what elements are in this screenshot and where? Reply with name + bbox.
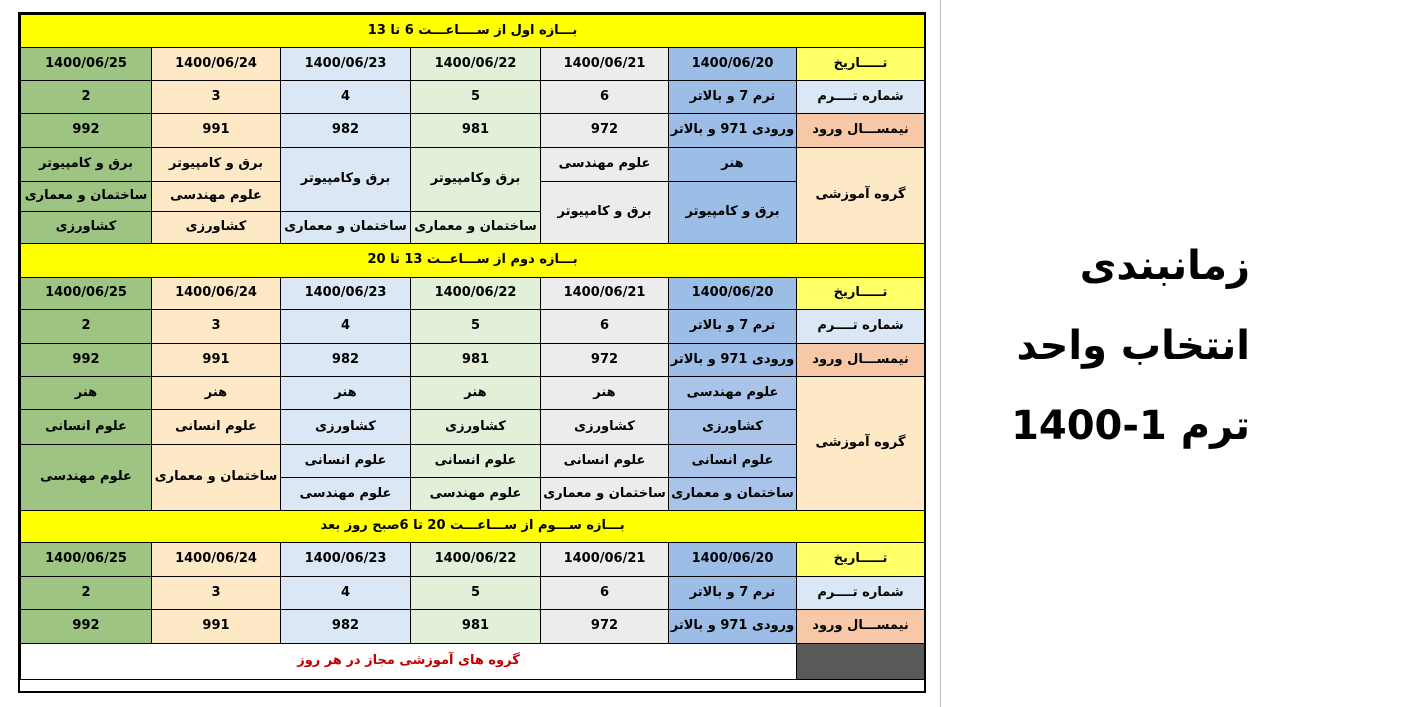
entry-cell: 982 <box>281 610 411 644</box>
date-header: تـــــاریخ <box>797 543 925 577</box>
group-cell: علوم انسانی <box>541 445 669 478</box>
term-cell: ترم 7 و بالاتر <box>669 310 797 344</box>
group-cell: برق وکامپیوتر <box>281 148 411 212</box>
term-cell: 4 <box>281 81 411 114</box>
group-cell: ساختمان و معماری <box>281 212 411 244</box>
entry-cell: 992 <box>21 344 152 377</box>
footer-note: گروه های آموزشی مجاز در هر روز <box>21 644 797 680</box>
term-cell: 6 <box>541 577 669 610</box>
group-cell: علوم انسانی <box>152 410 281 445</box>
date-cell: 1400/06/20 <box>669 543 797 577</box>
term-cell: 5 <box>411 310 541 344</box>
term-header: شماره تــــرم <box>797 577 925 610</box>
term-cell: 6 <box>541 310 669 344</box>
group-cell: کشاورزی <box>21 212 152 244</box>
group-cell: هنر <box>152 377 281 410</box>
entry-cell: ورودی 971 و بالاتر <box>669 344 797 377</box>
term-header: شماره تــــرم <box>797 310 925 344</box>
group-cell: ساختمان و معماری <box>541 478 669 511</box>
term-cell: ترم 7 و بالاتر <box>669 577 797 610</box>
group-cell: هنر <box>281 377 411 410</box>
date-cell: 1400/06/25 <box>21 543 152 577</box>
date-cell: 1400/06/22 <box>411 48 541 81</box>
date-cell: 1400/06/21 <box>541 48 669 81</box>
group-cell: ساختمان و معماری <box>669 478 797 511</box>
term-header: شماره تــــرم <box>797 81 925 114</box>
group-cell: علوم انسانی <box>21 410 152 445</box>
side-title <box>1010 226 1250 466</box>
date-cell: 1400/06/21 <box>541 543 669 577</box>
term-cell: 2 <box>21 577 152 610</box>
term-cell: 6 <box>541 81 669 114</box>
entry-cell: ورودی 971 و بالاتر <box>669 610 797 644</box>
date-cell: 1400/06/23 <box>281 48 411 81</box>
group-cell: کشاورزی <box>281 410 411 445</box>
entry-cell: 981 <box>411 344 541 377</box>
footer-gray-cell <box>797 644 925 680</box>
group-cell: علوم مهندسی <box>152 182 281 212</box>
schedule-table <box>20 14 925 680</box>
term-cell: 3 <box>152 577 281 610</box>
entry-cell: 972 <box>541 610 669 644</box>
group-cell: علوم انسانی <box>281 445 411 478</box>
group-cell: ساختمان و معماری <box>411 212 541 244</box>
group-cell: هنر <box>541 377 669 410</box>
group-cell: علوم مهندسی <box>669 377 797 410</box>
entry-cell: 982 <box>281 114 411 148</box>
group-cell: برق و کامپیوتر <box>669 182 797 244</box>
date-cell: 1400/06/20 <box>669 48 797 81</box>
entry-header: نیمســـال ورود <box>797 610 925 644</box>
date-cell: 1400/06/24 <box>152 278 281 310</box>
term-cell: ترم 7 و بالاتر <box>669 81 797 114</box>
entry-header: نیمســـال ورود <box>797 114 925 148</box>
entry-cell: ورودی 971 و بالاتر <box>669 114 797 148</box>
group-cell: هنر <box>669 148 797 182</box>
date-cell: 1400/06/25 <box>21 48 152 81</box>
group-cell: کشاورزی <box>152 212 281 244</box>
group-cell: کشاورزی <box>541 410 669 445</box>
entry-cell: 991 <box>152 344 281 377</box>
entry-cell: 991 <box>152 114 281 148</box>
date-cell: 1400/06/24 <box>152 48 281 81</box>
group-cell: ساختمان و معماری <box>152 445 281 511</box>
group-cell: کشاورزی <box>669 410 797 445</box>
entry-cell: 981 <box>411 610 541 644</box>
date-cell: 1400/06/22 <box>411 278 541 310</box>
band2-title: بـــازه دوم از ســـاعــت 13 تا 20 <box>21 244 925 278</box>
group-header: گروه آموزشی <box>797 377 925 511</box>
term-cell: 2 <box>21 310 152 344</box>
entry-cell: 972 <box>541 344 669 377</box>
date-cell: 1400/06/22 <box>411 543 541 577</box>
band3-title: بـــازه ســـوم از ســـاعـــت 20 تا 6صبح روز بعد <box>21 511 925 543</box>
entry-header: نیمســـال ورود <box>797 344 925 377</box>
band1-title: بـــازه اول از ســــاعـــت 6 تا 13 <box>21 15 925 48</box>
date-cell: 1400/06/23 <box>281 543 411 577</box>
date-cell: 1400/06/25 <box>21 278 152 310</box>
group-cell: برق و کامپیوتر <box>152 148 281 182</box>
term-cell: 5 <box>411 577 541 610</box>
entry-cell: 991 <box>152 610 281 644</box>
group-cell: برق وکامپیوتر <box>411 148 541 212</box>
term-cell: 3 <box>152 310 281 344</box>
group-cell: علوم مهندسی <box>411 478 541 511</box>
term-cell: 2 <box>21 81 152 114</box>
side-title-line: انتخاب واحد <box>1016 323 1250 369</box>
date-cell: 1400/06/23 <box>281 278 411 310</box>
date-header: تـــــاریخ <box>797 48 925 81</box>
term-cell: 4 <box>281 577 411 610</box>
group-cell: ساختمان و معماری <box>21 182 152 212</box>
group-cell: هنر <box>411 377 541 410</box>
group-cell: علوم مهندسی <box>21 445 152 511</box>
term-cell: 4 <box>281 310 411 344</box>
entry-cell: 992 <box>21 114 152 148</box>
date-cell: 1400/06/20 <box>669 278 797 310</box>
entry-cell: 992 <box>21 610 152 644</box>
date-cell: 1400/06/24 <box>152 543 281 577</box>
entry-cell: 972 <box>541 114 669 148</box>
schedule-table-frame <box>18 12 926 693</box>
page-separator <box>940 0 941 707</box>
group-header: گروه آموزشی <box>797 148 925 244</box>
group-cell: برق و کامپیوتر <box>21 148 152 182</box>
group-cell: کشاورزی <box>411 410 541 445</box>
term-cell: 3 <box>152 81 281 114</box>
entry-cell: 982 <box>281 344 411 377</box>
date-header: تـــــاریخ <box>797 278 925 310</box>
side-title-line: ترم 1-1400 <box>1011 403 1250 449</box>
group-cell: علوم انسانی <box>669 445 797 478</box>
group-cell: برق و کامپیوتر <box>541 182 669 244</box>
group-cell: علوم انسانی <box>411 445 541 478</box>
group-cell: علوم مهندسی <box>541 148 669 182</box>
term-cell: 5 <box>411 81 541 114</box>
entry-cell: 981 <box>411 114 541 148</box>
date-cell: 1400/06/21 <box>541 278 669 310</box>
group-cell: علوم مهندسی <box>281 478 411 511</box>
group-cell: هنر <box>21 377 152 410</box>
side-title-line: زمانبندی <box>1079 243 1250 289</box>
